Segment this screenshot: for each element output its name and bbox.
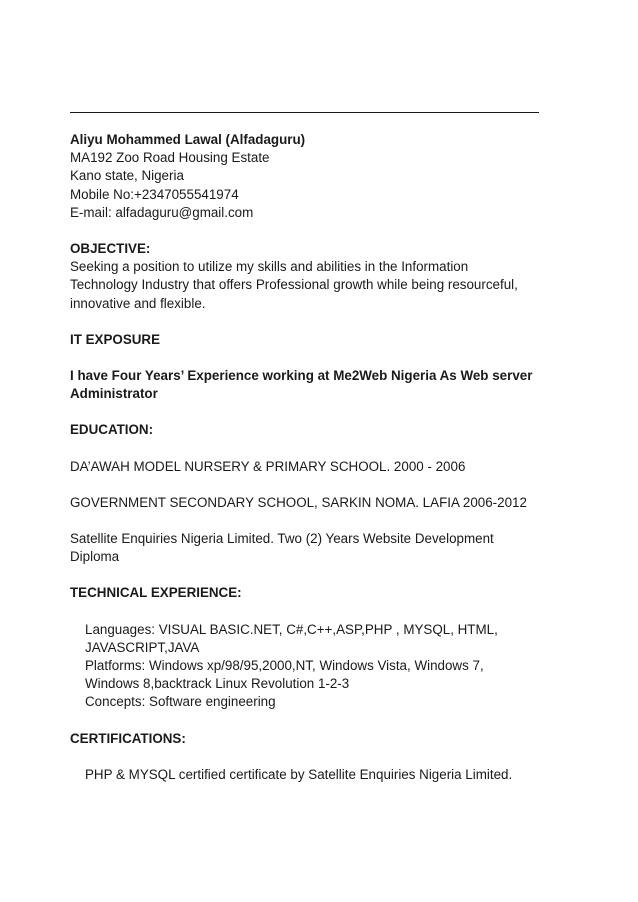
contact-mobile: Mobile No:+2347055541974 — [70, 186, 239, 202]
certification-item: PHP & MYSQL certified certificate by Satellite Enquiries Nigeria Limited. — [85, 766, 513, 782]
education-heading-block — [70, 421, 550, 439]
education-entry-line: Satellite Enquiries Nigeria Limited. Two (2) Years Website Development — [70, 531, 494, 547]
technical-languages-line: JAVASCRIPT,JAVA — [85, 639, 200, 655]
contact-address-line-1: MA192 Zoo Road Housing Estate — [70, 150, 270, 166]
it-exposure-text-line: Administrator — [70, 386, 158, 402]
objective-section — [70, 240, 550, 313]
technical-platforms-line: Windows 8,backtrack Linux Revolution 1-2-3 — [85, 676, 350, 692]
certifications-heading-block — [70, 730, 550, 748]
header-divider — [70, 112, 539, 113]
objective-text-line: innovative and flexible. — [70, 295, 206, 311]
certifications-section — [70, 766, 550, 784]
contact-email: E-mail: alfadaguru@gmail.com — [70, 204, 254, 220]
education-heading: EDUCATION: — [70, 422, 154, 438]
education-entry — [70, 458, 550, 476]
contact-block — [70, 131, 550, 222]
education-entry — [70, 494, 550, 512]
technical-heading: TECHNICAL EXPERIENCE: — [70, 585, 242, 601]
technical-languages-line: Languages: VISUAL BASIC.NET, C#,C++,ASP,PHP , MYSQL, HTML, — [85, 621, 498, 637]
technical-concepts-line: Concepts: Software engineering — [85, 694, 276, 710]
technical-platforms-line: Platforms: Windows xp/98/95,2000,NT, Windows Vista, Windows 7, — [85, 658, 484, 674]
it-exposure-section — [70, 367, 550, 403]
resume-content — [70, 131, 550, 802]
education-entry-line: DA’AWAH MODEL NURSERY & PRIMARY SCHOOL. 2000 - 2006 — [70, 458, 466, 474]
objective-text-line: Seeking a position to utilize my skills and abilities in the Information — [70, 259, 469, 275]
objective-heading: OBJECTIVE: — [70, 241, 151, 257]
contact-name: Aliyu Mohammed Lawal (Alfadaguru) — [70, 132, 306, 147]
it-exposure-text-line: I have Four Years’ Experience working at Me2Web Nigeria As Web server — [70, 368, 533, 384]
certifications-heading: CERTIFICATIONS: — [70, 730, 186, 746]
contact-address-line-2: Kano state, Nigeria — [70, 168, 184, 184]
technical-heading-block — [70, 584, 550, 602]
it-exposure-heading-block — [70, 331, 550, 349]
education-entry-line: GOVERNMENT SECONDARY SCHOOL, SARKIN NOMA. LAFIA 2006-2012 — [70, 494, 527, 510]
education-entry — [70, 530, 550, 566]
technical-section — [70, 621, 550, 712]
it-exposure-heading: IT EXPOSURE — [70, 331, 161, 347]
education-entry-line: Diploma — [70, 549, 120, 565]
objective-text-line: Technology Industry that offers Professional growth while being resourceful, — [70, 277, 518, 293]
